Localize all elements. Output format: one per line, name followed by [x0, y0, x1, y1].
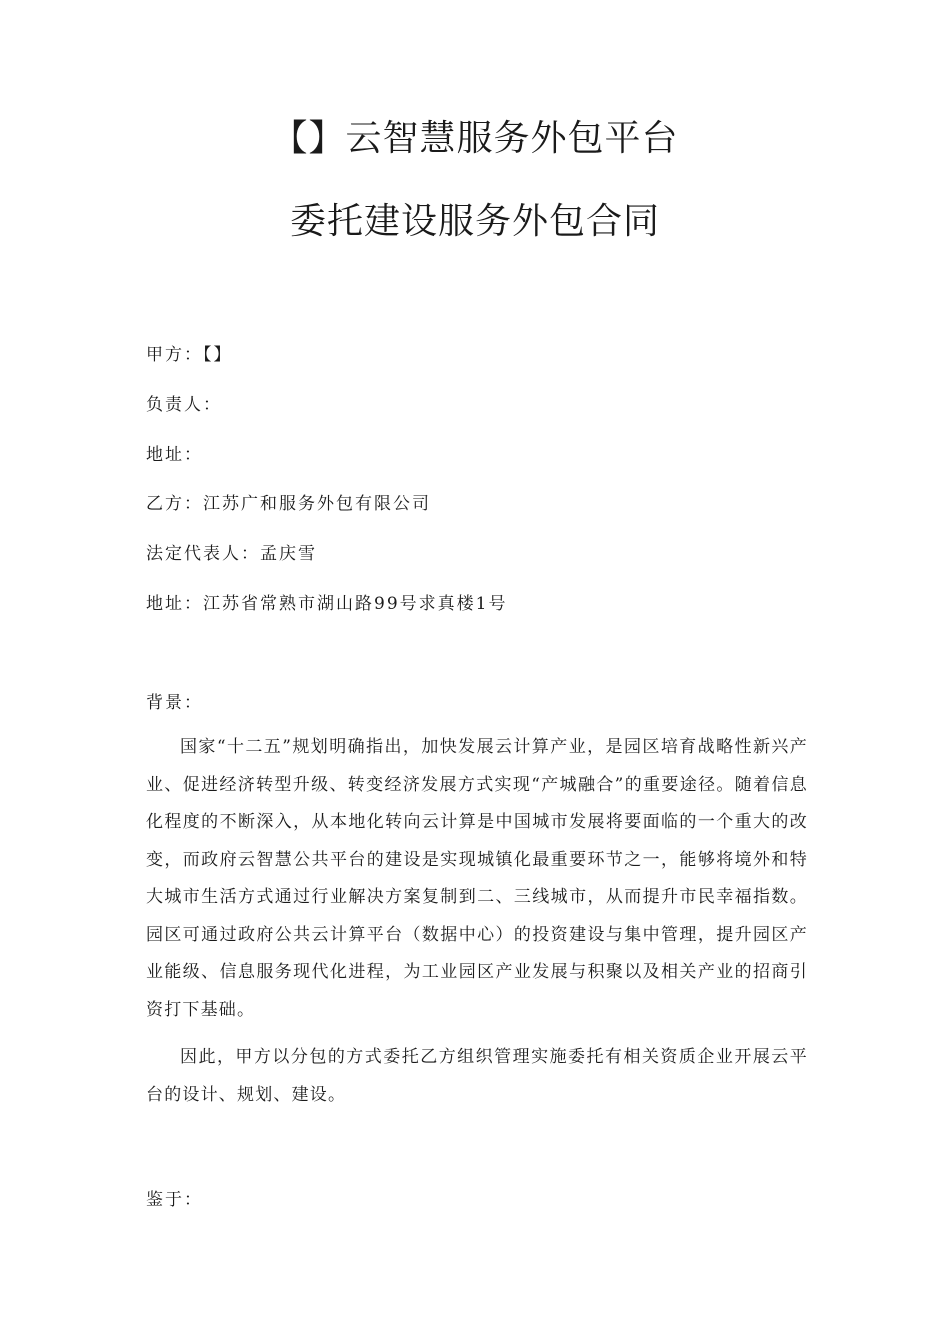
background-heading: 背景： [146, 693, 203, 713]
whereas-heading: 鉴于： [146, 1190, 203, 1210]
document-title-line2: 委托建设服务外包合同 [289, 201, 660, 242]
background-paragraph-1: 国家“十二五”规划明确指出，加快发展云计算产业，是园区培育战略性新兴产业、促进经济转型升级、转变经济发展方式实现“产城融合”的重要途径。随着信息化程度的不断深入，从本地化转向云计算是中国城市发展将要面临的一个重大的改变，而政府云智慧公共平台的建设是实现城镇化最重要环节之一，能够将境外和特大城市生活方式通过行业解决方案复制到二、三线城市，从而提升市民幸福指数。园区可通过政府公共云计算平台（数据中心）的投资建设与集中管理，提升园区产业能级、信息服务现代化进程，为工业园区产业发展与积聚以及相关产业的招商引资打下基础。 [146, 737, 808, 1020]
document-title-line1: 【】云智慧服务外包平台 [271, 118, 679, 159]
party-b-legal-representative: 法定代表人：孟庆雪 [146, 544, 317, 564]
party-a-responsible-person: 负责人： [146, 395, 222, 415]
party-b-address: 地址：江苏省常熟市湖山路99号求真楼1号 [146, 594, 508, 614]
party-b-name: 乙方：江苏广和服务外包有限公司 [146, 494, 431, 514]
background-paragraph-2: 因此，甲方以分包的方式委托乙方组织管理实施委托有相关资质企业开展云平台的设计、规划、建设。 [146, 1047, 808, 1105]
party-a-address: 地址： [146, 445, 203, 465]
party-a-name: 甲方：【】 [146, 345, 233, 365]
